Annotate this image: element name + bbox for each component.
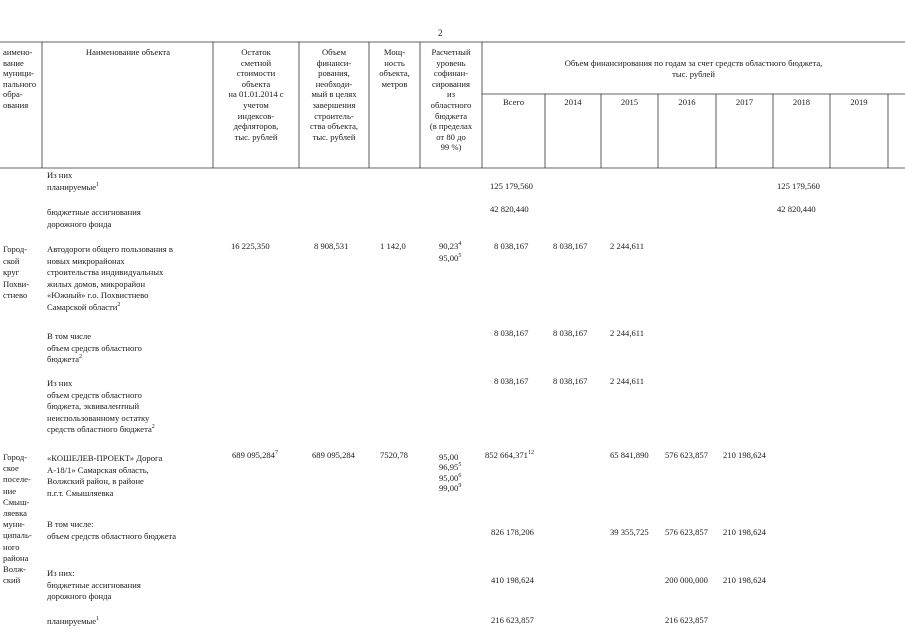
header-remaining-cost: Остаток сметной стоимости объекта на 01.01.2014 с учетом индексов- дефляторов, тыс. рублей [228, 47, 284, 142]
row-incl-regional-total: 8 038,167 [494, 328, 529, 338]
row-koshelev-road-fund-2017: 210 198,624 [723, 575, 766, 585]
row-planned-total: 125 179,560 [490, 181, 533, 191]
row-incl-regional-label: В том числе объем средств областного бюджета$^2$ [47, 331, 142, 365]
row-planned-2018: 125 179,560 [777, 181, 820, 191]
year-header-2018: 2018 [792, 97, 811, 107]
row-koshelev-regional-2015: 39 355,725 [610, 527, 649, 537]
header-municipality: аимено- вание муници- пального обра- ования [3, 47, 37, 110]
row-koshelev-planned-label: планируемые$^1$ [47, 616, 100, 626]
object-pokhvistnevo-roads: Автодороги общего пользования в новых микрорайонах строительства индивидуальных жилых домов, микрорайон «Южный» г.о. Похвистнево Самарской области$^2$ [47, 244, 173, 312]
row-incl-regional-2015: 2 244,611 [610, 328, 645, 338]
row-koshelev-regional-label: В том числе: объем средств областного бюджета [47, 519, 177, 541]
koshelev-total: 852 664,371$^{12}$ [485, 450, 534, 460]
pokhvistnevo-total: 8 038,167 [494, 241, 529, 251]
header-cofinancing: Расчетный уровень софинан- сирования из областного бюджета (в пределах от 80 до 99 %) [429, 47, 473, 153]
row-unused-balance-total: 8 038,167 [494, 376, 529, 386]
row-koshelev-road-fund-total: 410 198,624 [491, 575, 534, 585]
object-koshelev-road: «КОШЕЛЕВ-ПРОЕКТ» Дорога А-18/1» Самарская область, Волжский район, в районе п.г.т. Смышляевка [47, 453, 163, 498]
row-road-fund-2018: 42 820,440 [777, 204, 816, 214]
row-koshelev-regional-total: 826 178,206 [491, 527, 534, 537]
koshelev-2017: 210 198,624 [723, 450, 766, 460]
koshelev-2015: 65 841,890 [610, 450, 649, 460]
koshelev-2016: 576 623,857 [665, 450, 708, 460]
municipality-smyshlyaevka: Город- ское поселе- ние Смыш- ляевка муни- ципаль- ного района Волж- ский [3, 452, 32, 586]
page-number: 2 [438, 28, 443, 38]
year-header-2014: 2014 [564, 97, 582, 107]
row-road-fund-total: 42 820,440 [490, 204, 529, 214]
pokhvistnevo-remaining-cost: 16 225,350 [231, 241, 270, 251]
year-header-2015: 2015 [620, 97, 639, 107]
pokhvistnevo-2014: 8 038,167 [553, 241, 588, 251]
row-koshelev-planned-2016: 216 623,857 [665, 615, 708, 625]
header-object-name: Наименование объекта [85, 47, 171, 57]
row-incl-regional-2014: 8 038,167 [553, 328, 588, 338]
header-funding-by-year: Объем финансирования по годам за счет средств областного бюджета, тыс. рублей [564, 58, 823, 79]
row-koshelev-regional-2016: 576 623,857 [665, 527, 708, 537]
row-koshelev-road-fund-2016: 200 000,000 [665, 575, 708, 585]
row-road-fund-label: бюджетные ассигнования дорожного фонда [47, 207, 141, 229]
row-koshelev-road-fund-label: Из них: бюджетные ассигнования дорожного фонда [47, 568, 141, 602]
row-koshelev-planned-total: 216 623,857 [491, 615, 534, 625]
pokhvistnevo-2015: 2 244,611 [610, 241, 645, 251]
koshelev-cofinancing: 95,00 96,95$^5$ 95,00$^6$ 99,00$^9$ [439, 452, 462, 494]
year-header-total: Всего [502, 97, 525, 107]
header-capacity: Мощ- ность объекта, метров [379, 47, 410, 89]
row-planned-label: Из них планируемые$^1$ [47, 170, 100, 192]
pokhvistnevo-funding-needed: 8 908,531 [314, 241, 349, 251]
row-unused-balance-label: Из них объем средств областного бюджета, эквивалентный неиспользованному остатку средств областного бюджета$^2$ [47, 378, 155, 435]
row-koshelev-regional-2017: 210 198,624 [723, 527, 766, 537]
row-unused-balance-2014: 8 038,167 [553, 376, 588, 386]
municipality-pokhvistnevo: Город- ской круг Похви- стнево [3, 244, 30, 301]
koshelev-capacity: 7520,78 [380, 450, 408, 460]
pokhvistnevo-cofinancing: 90,23$^4$ 95,00$^5$ [439, 241, 462, 263]
header-funding-needed: Объем финанси- рования, необходи- мый в целях завершения строитель- ства объекта, тыс. рублей [309, 47, 359, 142]
year-header-2019: 2019 [850, 97, 868, 107]
koshelev-funding-needed: 689 095,284 [312, 450, 355, 460]
pokhvistnevo-capacity: 1 142,0 [380, 241, 406, 251]
koshelev-remaining-cost: 689 095,284$^7$ [232, 450, 278, 460]
row-unused-balance-2015: 2 244,611 [610, 376, 645, 386]
year-header-2016: 2016 [678, 97, 696, 107]
year-header-2017: 2017 [735, 97, 754, 107]
